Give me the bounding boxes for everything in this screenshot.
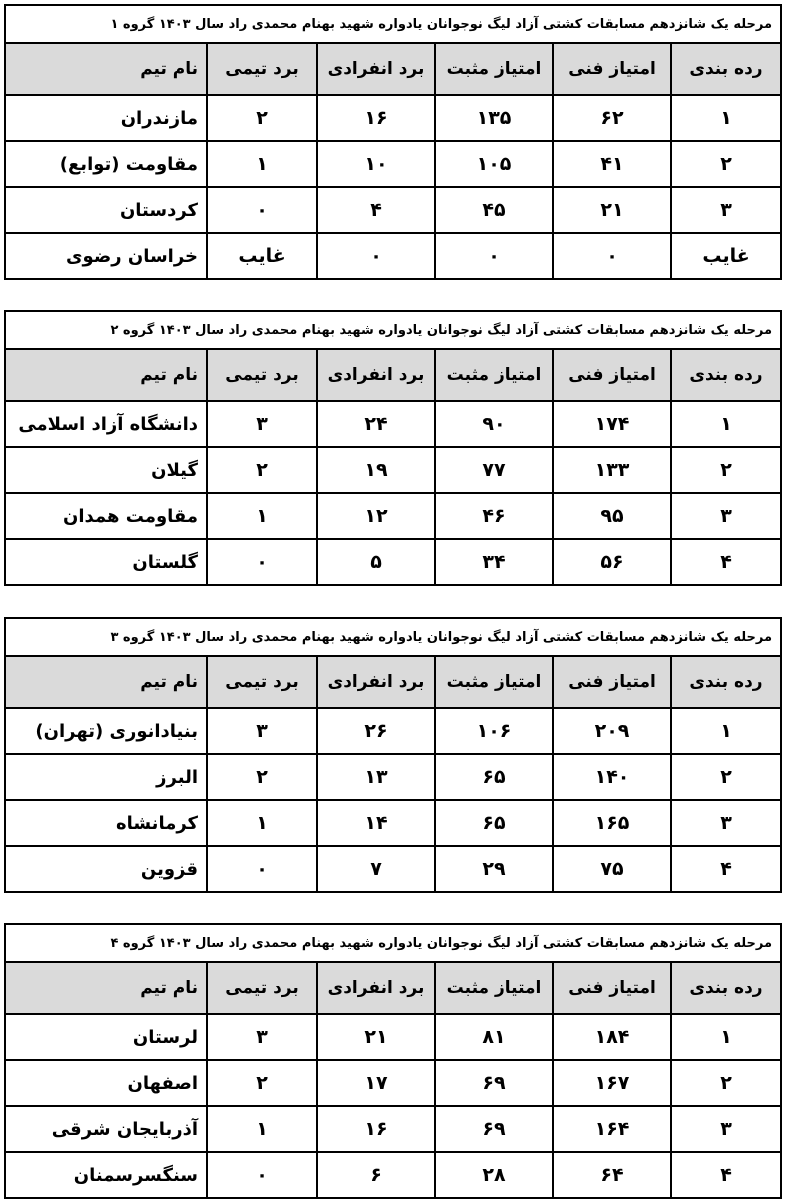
cell-tech: ۱۶۵ xyxy=(553,800,671,846)
cell-indiv: ۴ xyxy=(317,187,435,233)
group-table-4 xyxy=(4,923,780,1199)
cell-indiv: ۱۷ xyxy=(317,1060,435,1106)
header-team-win: برد تیمی xyxy=(207,656,317,708)
table-row xyxy=(5,1060,781,1106)
header-tech: امتیاز فنی xyxy=(553,656,671,708)
cell-pos: ۹۰ xyxy=(435,401,553,447)
cell-tech: ۶۴ xyxy=(553,1152,671,1198)
cell-tech: ۱۶۴ xyxy=(553,1106,671,1152)
cell-team: قزوین xyxy=(5,846,207,892)
cell-rank: ۳ xyxy=(671,187,781,233)
header-pos: امتیاز مثبت xyxy=(435,962,553,1014)
group-title: مرحله یک شانزدهم مسابقات کشتی آزاد لیگ نوجوانان یادواره شهید بهنام محمدی راد سال ۱۴۰۳ گروه ۳ xyxy=(5,618,781,656)
cell-pos: ۲۹ xyxy=(435,846,553,892)
cell-pos: ۱۰۵ xyxy=(435,141,553,187)
cell-team-win: ۱ xyxy=(207,800,317,846)
cell-indiv: ۱۲ xyxy=(317,493,435,539)
cell-team: مازندران xyxy=(5,95,207,141)
table-row xyxy=(5,754,781,800)
group-title: مرحله یک شانزدهم مسابقات کشتی آزاد لیگ نوجوانان یادواره شهید بهنام محمدی راد سال ۱۴۰۳ گروه ۲ xyxy=(5,311,781,349)
cell-rank: ۱ xyxy=(671,95,781,141)
cell-pos: ۲۸ xyxy=(435,1152,553,1198)
cell-pos: ۶۵ xyxy=(435,800,553,846)
cell-team-win: ۰ xyxy=(207,539,317,585)
header-rank: رده بندی xyxy=(671,962,781,1014)
table-row xyxy=(5,708,781,754)
table-row xyxy=(5,95,781,141)
cell-team: گلستان xyxy=(5,539,207,585)
table-row xyxy=(5,233,781,279)
cell-rank: ۲ xyxy=(671,141,781,187)
header-pos: امتیاز مثبت xyxy=(435,656,553,708)
cell-team: دانشگاه آزاد اسلامی xyxy=(5,401,207,447)
cell-team-win: ۰ xyxy=(207,187,317,233)
cell-rank: ۱ xyxy=(671,1014,781,1060)
cell-tech: ۱۶۷ xyxy=(553,1060,671,1106)
cell-indiv: ۰ xyxy=(317,233,435,279)
cell-rank: غایب xyxy=(671,233,781,279)
cell-team-win: ۲ xyxy=(207,447,317,493)
header-indiv: برد انفرادی xyxy=(317,962,435,1014)
cell-rank: ۲ xyxy=(671,447,781,493)
cell-team-win: غایب xyxy=(207,233,317,279)
header-pos: امتیاز مثبت xyxy=(435,349,553,401)
cell-tech: ۰ xyxy=(553,233,671,279)
cell-pos: ۴۶ xyxy=(435,493,553,539)
cell-team: سنگسرسمنان xyxy=(5,1152,207,1198)
cell-rank: ۲ xyxy=(671,754,781,800)
cell-pos: ۰ xyxy=(435,233,553,279)
cell-pos: ۶۹ xyxy=(435,1106,553,1152)
cell-team: آذربایجان شرقی xyxy=(5,1106,207,1152)
cell-team: البرز xyxy=(5,754,207,800)
cell-rank: ۱ xyxy=(671,401,781,447)
header-rank: رده بندی xyxy=(671,656,781,708)
table-row xyxy=(5,539,781,585)
cell-indiv: ۲۱ xyxy=(317,1014,435,1060)
cell-team: کرمانشاه xyxy=(5,800,207,846)
table-row xyxy=(5,846,781,892)
cell-indiv: ۲۶ xyxy=(317,708,435,754)
cell-tech: ۹۵ xyxy=(553,493,671,539)
cell-indiv: ۱۳ xyxy=(317,754,435,800)
group-table-2 xyxy=(4,310,780,586)
cell-team: اصفهان xyxy=(5,1060,207,1106)
cell-team: مقاومت (توابع) xyxy=(5,141,207,187)
cell-pos: ۶۹ xyxy=(435,1060,553,1106)
cell-rank: ۳ xyxy=(671,800,781,846)
cell-tech: ۵۶ xyxy=(553,539,671,585)
cell-tech: ۶۲ xyxy=(553,95,671,141)
header-tech: امتیاز فنی xyxy=(553,962,671,1014)
cell-team-win: ۱ xyxy=(207,493,317,539)
header-team: نام تیم xyxy=(5,962,207,1014)
cell-rank: ۲ xyxy=(671,1060,781,1106)
table-row xyxy=(5,1106,781,1152)
header-team-win: برد تیمی xyxy=(207,962,317,1014)
header-team: نام تیم xyxy=(5,349,207,401)
cell-team-win: ۰ xyxy=(207,846,317,892)
header-pos: امتیاز مثبت xyxy=(435,43,553,95)
cell-team-win: ۱ xyxy=(207,141,317,187)
header-team-win: برد تیمی xyxy=(207,349,317,401)
cell-indiv: ۷ xyxy=(317,846,435,892)
table-row xyxy=(5,800,781,846)
group-title: مرحله یک شانزدهم مسابقات کشتی آزاد لیگ نوجوانان یادواره شهید بهنام محمدی راد سال ۱۴۰۳ گروه ۴ xyxy=(5,924,781,962)
cell-tech: ۱۳۳ xyxy=(553,447,671,493)
table-row xyxy=(5,1152,781,1198)
header-indiv: برد انفرادی xyxy=(317,43,435,95)
header-tech: امتیاز فنی xyxy=(553,349,671,401)
cell-rank: ۳ xyxy=(671,493,781,539)
cell-indiv: ۵ xyxy=(317,539,435,585)
cell-pos: ۱۳۵ xyxy=(435,95,553,141)
header-tech: امتیاز فنی xyxy=(553,43,671,95)
table-row xyxy=(5,187,781,233)
cell-rank: ۱ xyxy=(671,708,781,754)
header-rank: رده بندی xyxy=(671,43,781,95)
cell-team: بنیادانوری (تهران) xyxy=(5,708,207,754)
cell-tech: ۲۰۹ xyxy=(553,708,671,754)
cell-team-win: ۰ xyxy=(207,1152,317,1198)
cell-team: کردستان xyxy=(5,187,207,233)
cell-team: گیلان xyxy=(5,447,207,493)
header-indiv: برد انفرادی xyxy=(317,349,435,401)
cell-team-win: ۲ xyxy=(207,754,317,800)
table-row xyxy=(5,493,781,539)
cell-team-win: ۲ xyxy=(207,95,317,141)
table-row xyxy=(5,401,781,447)
header-rank: رده بندی xyxy=(671,349,781,401)
cell-indiv: ۶ xyxy=(317,1152,435,1198)
cell-rank: ۴ xyxy=(671,539,781,585)
header-indiv: برد انفرادی xyxy=(317,656,435,708)
cell-tech: ۱۴۰ xyxy=(553,754,671,800)
cell-team: خراسان رضوی xyxy=(5,233,207,279)
cell-team-win: ۱ xyxy=(207,1106,317,1152)
header-team: نام تیم xyxy=(5,656,207,708)
cell-indiv: ۱۶ xyxy=(317,95,435,141)
group-table-1 xyxy=(4,4,780,280)
table-row xyxy=(5,447,781,493)
cell-pos: ۱۰۶ xyxy=(435,708,553,754)
cell-tech: ۲۱ xyxy=(553,187,671,233)
cell-team: لرستان xyxy=(5,1014,207,1060)
cell-team-win: ۳ xyxy=(207,1014,317,1060)
cell-indiv: ۱۰ xyxy=(317,141,435,187)
cell-pos: ۶۵ xyxy=(435,754,553,800)
cell-pos: ۸۱ xyxy=(435,1014,553,1060)
table-row xyxy=(5,1014,781,1060)
group-table-3 xyxy=(4,617,780,893)
cell-tech: ۴۱ xyxy=(553,141,671,187)
cell-team-win: ۲ xyxy=(207,1060,317,1106)
cell-team-win: ۳ xyxy=(207,401,317,447)
cell-indiv: ۱۴ xyxy=(317,800,435,846)
cell-indiv: ۲۴ xyxy=(317,401,435,447)
cell-tech: ۱۸۴ xyxy=(553,1014,671,1060)
cell-rank: ۴ xyxy=(671,846,781,892)
cell-pos: ۴۵ xyxy=(435,187,553,233)
cell-indiv: ۱۹ xyxy=(317,447,435,493)
cell-rank: ۳ xyxy=(671,1106,781,1152)
cell-indiv: ۱۶ xyxy=(317,1106,435,1152)
table-row xyxy=(5,141,781,187)
cell-team-win: ۳ xyxy=(207,708,317,754)
cell-rank: ۴ xyxy=(671,1152,781,1198)
cell-pos: ۷۷ xyxy=(435,447,553,493)
cell-team: مقاومت همدان xyxy=(5,493,207,539)
header-team-win: برد تیمی xyxy=(207,43,317,95)
header-team: نام تیم xyxy=(5,43,207,95)
cell-pos: ۳۴ xyxy=(435,539,553,585)
cell-tech: ۷۵ xyxy=(553,846,671,892)
group-title: مرحله یک شانزدهم مسابقات کشتی آزاد لیگ نوجوانان یادواره شهید بهنام محمدی راد سال ۱۴۰۳ گروه ۱ xyxy=(5,5,781,43)
cell-tech: ۱۷۴ xyxy=(553,401,671,447)
